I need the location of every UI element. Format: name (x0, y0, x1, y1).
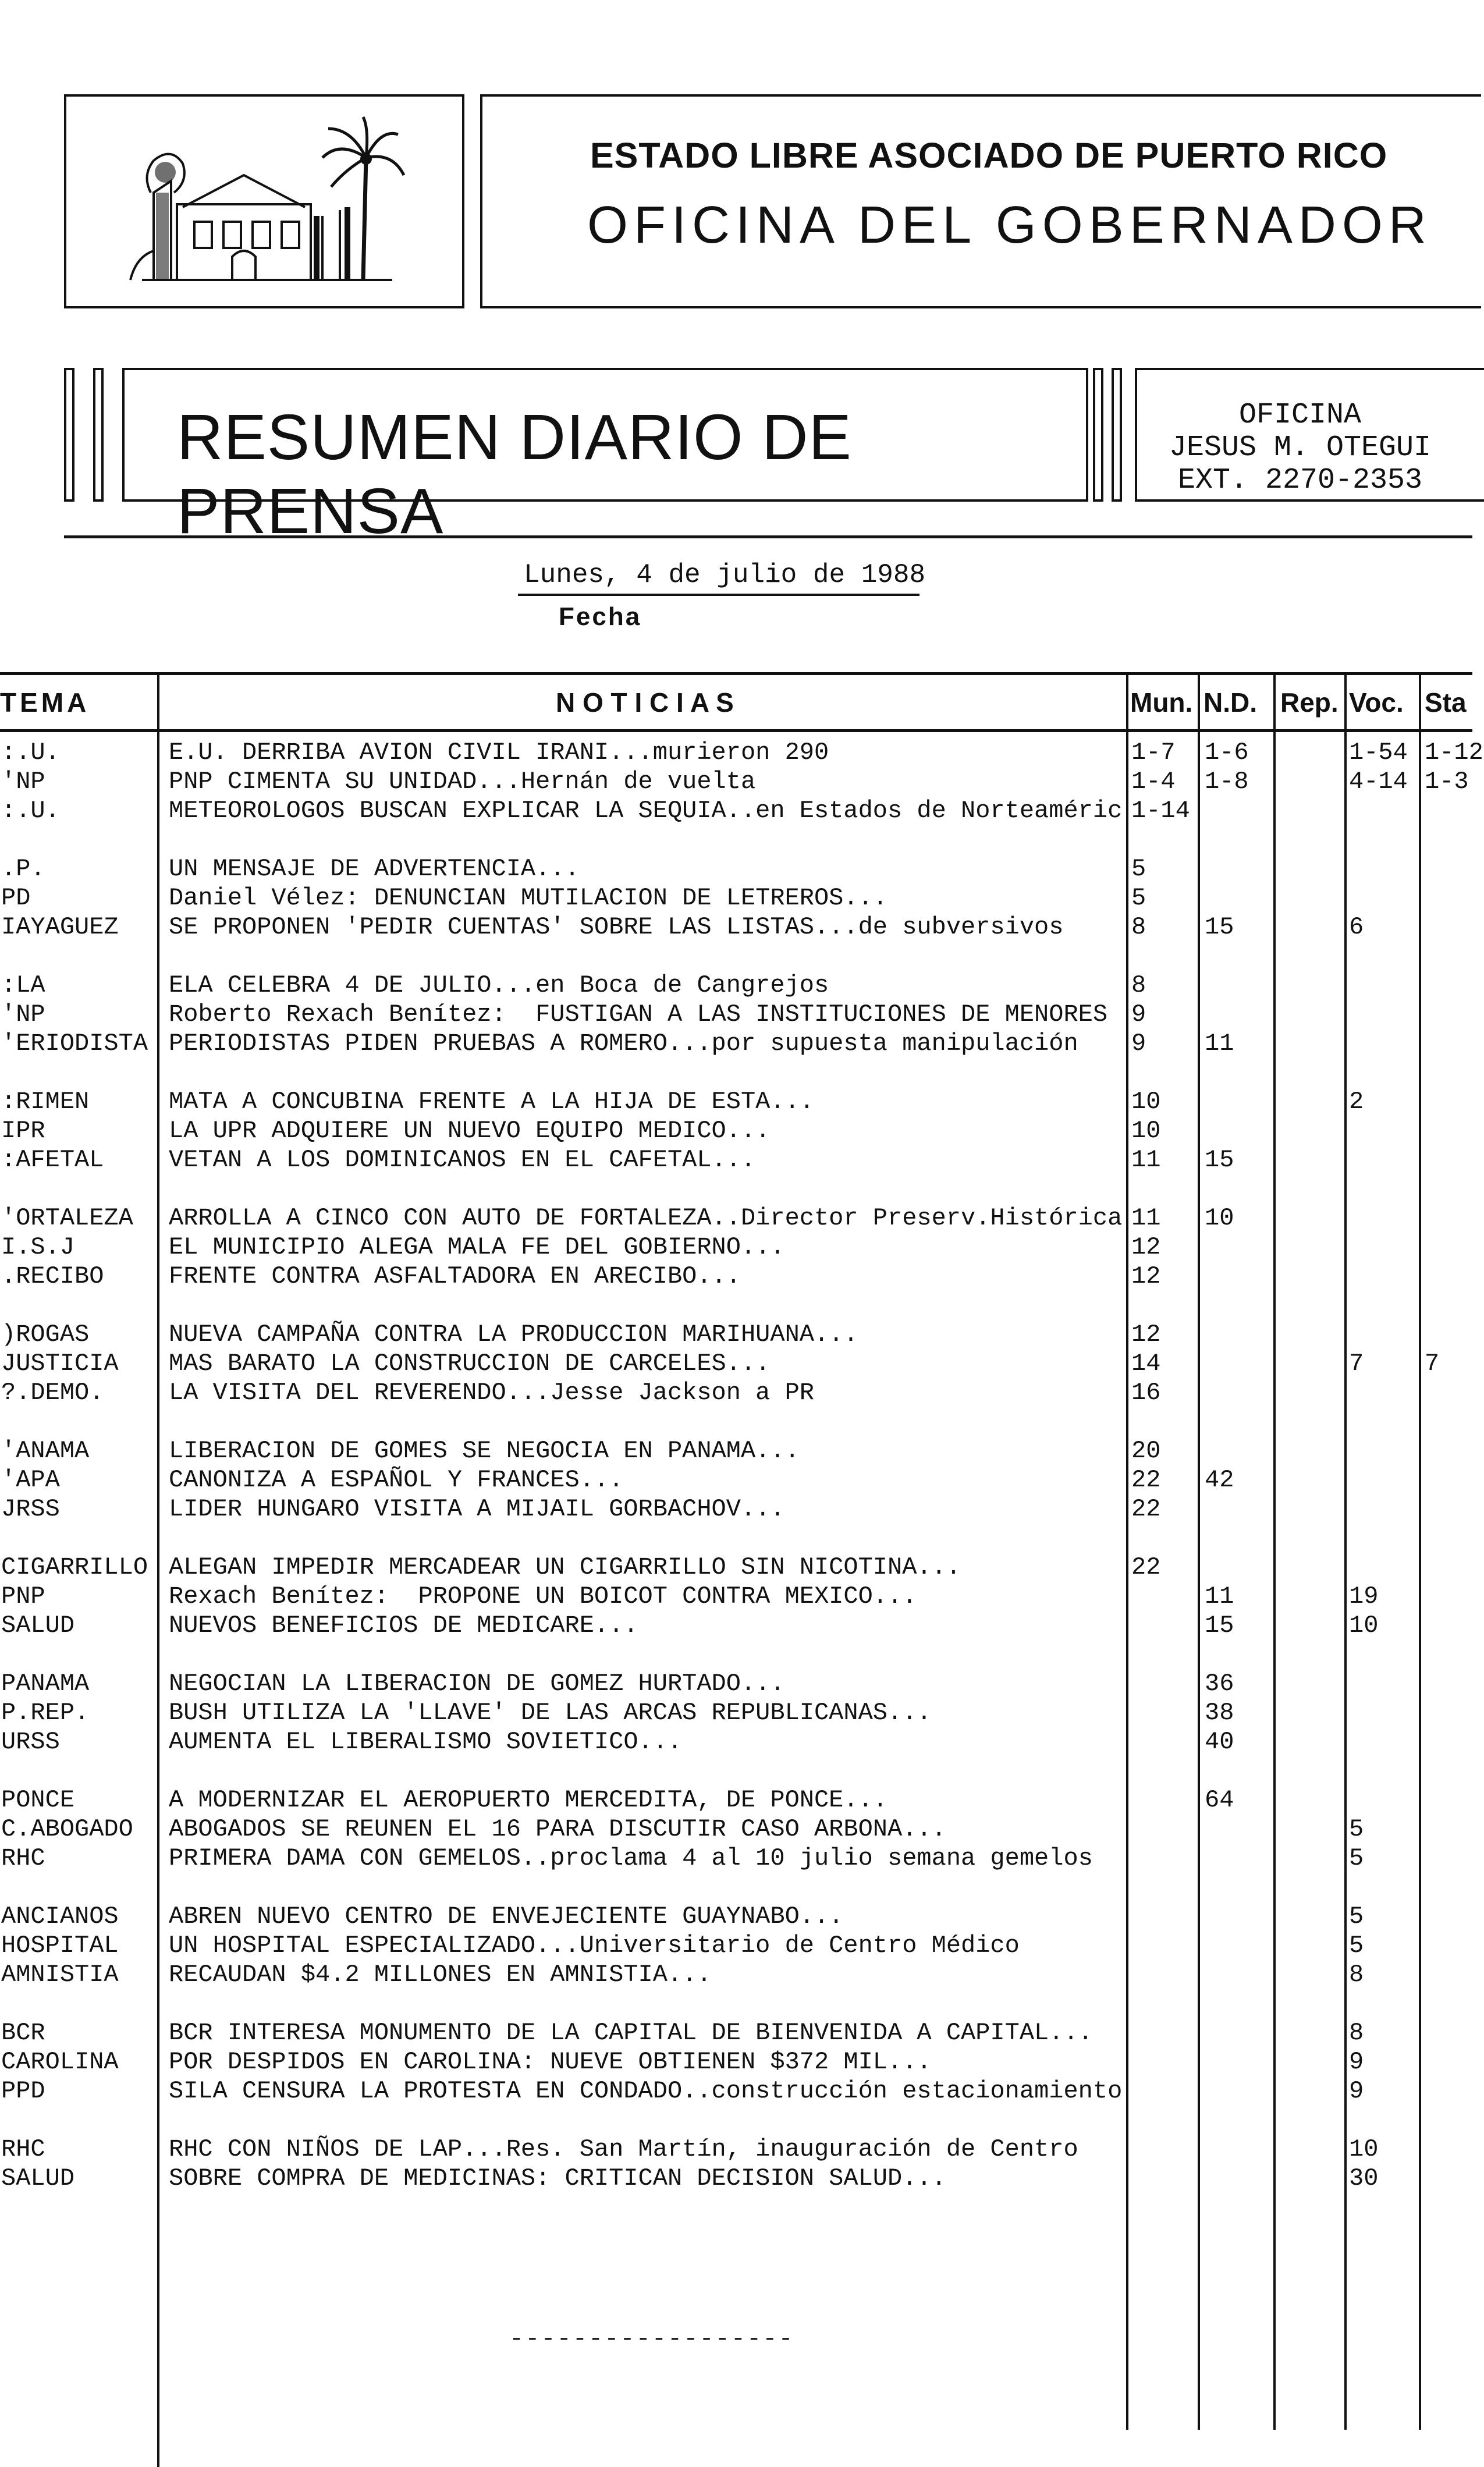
decorative-bar (1112, 368, 1122, 502)
cell-mun: 5 (1131, 855, 1146, 883)
cell-tema: :.U. (1, 739, 60, 766)
cell-noticia: BUSH UTILIZA LA 'LLAVE' DE LAS ARCAS REPUBLICANAS... (169, 1699, 932, 1727)
cell-tema: 'ORTALEZA (1, 1204, 133, 1232)
cell-mun: 11 (1131, 1146, 1161, 1174)
cell-voc: 1-54 (1349, 739, 1408, 766)
table-row (0, 1844, 1472, 1873)
cell-tema: URSS (1, 1728, 60, 1756)
column-header-tema: TEMA (0, 687, 90, 718)
table-row (0, 1553, 1472, 1582)
table-row (0, 1116, 1472, 1145)
cell-mun: 9 (1131, 1030, 1146, 1057)
cell-nd: 11 (1205, 1582, 1234, 1610)
cell-tema: 'NP (1, 768, 45, 796)
table-row (0, 1320, 1472, 1349)
contact-box (1135, 368, 1484, 502)
header-title-box (480, 94, 1481, 308)
cell-tema: CIGARRILLO (1, 1553, 148, 1581)
table-row (0, 1087, 1472, 1116)
table-row (0, 2047, 1472, 2076)
cell-noticia: PNP CIMENTA SU UNIDAD...Hernán de vuelta (169, 768, 756, 796)
cell-noticia: E.U. DERRIBA AVION CIVIL IRANI...murieron 290 (169, 739, 829, 766)
cell-noticia: AUMENTA EL LIBERALISMO SOVIETICO... (169, 1728, 683, 1756)
cell-tema: ?.DEMO. (1, 1379, 104, 1407)
cell-mun: 20 (1131, 1437, 1161, 1465)
cell-mun: 16 (1131, 1379, 1161, 1407)
cell-mun: 8 (1131, 971, 1146, 999)
cell-tema: HOSPITAL (1, 1932, 119, 1960)
cell-noticia: PRIMERA DAMA CON GEMELOS..proclama 4 al 10 julio semana gemelos (169, 1844, 1093, 1872)
column-header-noticias: N O T I C I A S (556, 687, 734, 718)
cell-noticia: RHC CON NIÑOS DE LAP...Res. San Martín, inauguración de Centro (169, 2135, 1078, 2163)
decorative-bar (93, 368, 104, 502)
cell-tema: BCR (1, 2019, 45, 2047)
cell-tema: 'ERIODISTA (1, 1030, 148, 1057)
cell-voc: 9 (1349, 2048, 1364, 2076)
cell-nd: 36 (1205, 1670, 1234, 1698)
cell-tema: PANAMA (1, 1670, 90, 1698)
table-row (0, 2076, 1472, 2106)
table-row (0, 883, 1472, 913)
table-row (0, 971, 1472, 1000)
cell-tema: .P. (1, 855, 45, 883)
cell-tema: RHC (1, 2135, 45, 2163)
cell-tema: PONCE (1, 1786, 75, 1814)
cell-tema: :.U. (1, 797, 60, 825)
table-row (0, 796, 1472, 825)
decorative-bar (1093, 368, 1103, 502)
cell-nd: 42 (1205, 1466, 1234, 1494)
cell-tema: CAROLINA (1, 2048, 119, 2076)
cell-noticia: ARROLLA A CINCO CON AUTO DE FORTALEZA..Director Preserv.Histórica (169, 1204, 1123, 1232)
cell-nd: 1-6 (1205, 739, 1249, 766)
cell-tema: :AFETAL (1, 1146, 104, 1174)
table-row (0, 1931, 1472, 1960)
table-row (0, 1611, 1472, 1640)
table-row (0, 1786, 1472, 1815)
cell-mun: 11 (1131, 1204, 1161, 1232)
table-row (0, 2164, 1472, 2193)
cell-noticia: EL MUNICIPIO ALEGA MALA FE DEL GOBIERNO... (169, 1233, 785, 1261)
table-row (0, 2018, 1472, 2047)
cell-tema: IPR (1, 1117, 45, 1145)
cell-noticia: NUEVA CAMPAÑA CONTRA LA PRODUCCION MARIHUANA... (169, 1321, 858, 1348)
cell-tema: PNP (1, 1582, 45, 1610)
mansion-illustration (119, 105, 410, 297)
cell-mun: 5 (1131, 884, 1146, 912)
table-row (0, 1000, 1472, 1029)
cell-noticia: ELA CELEBRA 4 DE JULIO...en Boca de Cangrejos (169, 971, 829, 999)
cell-tema: JRSS (1, 1495, 60, 1523)
table-row (0, 1233, 1472, 1262)
cell-sta: 1-12 (1425, 739, 1483, 766)
table-row (0, 1669, 1472, 1698)
cell-voc: 19 (1349, 1582, 1379, 1610)
cell-noticia: LA UPR ADQUIERE UN NUEVO EQUIPO MEDICO... (169, 1117, 771, 1145)
cell-tema: IAYAGUEZ (1, 913, 119, 941)
table-row (0, 1698, 1472, 1727)
cell-noticia: Roberto Rexach Benítez: FUSTIGAN A LAS INSTITUCIONES DE MENORES (169, 1000, 1108, 1028)
table-row (0, 913, 1472, 942)
cell-mun: 14 (1131, 1350, 1161, 1378)
cell-voc: 5 (1349, 1844, 1364, 1872)
cell-tema: AMNISTIA (1, 1961, 119, 1989)
cell-tema: :LA (1, 971, 45, 999)
cell-nd: 40 (1205, 1728, 1234, 1756)
cell-mun: 22 (1131, 1466, 1161, 1494)
cell-noticia: SILA CENSURA LA PROTESTA EN CONDADO..construcción estacionamiento (169, 2077, 1123, 2105)
cell-voc: 9 (1349, 2077, 1364, 2105)
cell-noticia: LIBERACION DE GOMES SE NEGOCIA EN PANAMA... (169, 1437, 800, 1465)
cell-mun: 12 (1131, 1262, 1161, 1290)
cell-mun: 10 (1131, 1088, 1161, 1116)
document-title-box (122, 368, 1088, 547)
cell-tema: )ROGAS (1, 1321, 90, 1348)
cell-noticia: VETAN A LOS DOMINICANOS EN EL CAFETAL... (169, 1146, 756, 1174)
cell-voc: 5 (1349, 1902, 1364, 1930)
table-row (0, 738, 1483, 767)
cell-tema: ANCIANOS (1, 1902, 119, 1930)
cell-tema: .RECIBO (1, 1262, 104, 1290)
cell-mun: 22 (1131, 1495, 1161, 1523)
state-name: ESTADO LIBRE ASOCIADO DE PUERTO RICO (590, 136, 1388, 175)
cell-voc: 8 (1349, 1961, 1364, 1989)
cell-tema: 'APA (1, 1466, 60, 1494)
cell-noticia: CANONIZA A ESPAÑOL Y FRANCES... (169, 1466, 624, 1494)
cell-noticia: SE PROPONEN 'PEDIR CUENTAS' SOBRE LAS LISTAS...de subversivos (169, 913, 1064, 941)
cell-voc: 5 (1349, 1932, 1364, 1960)
end-separator: ------------------ (509, 2325, 794, 2353)
table-row (0, 1960, 1472, 1989)
cell-nd: 15 (1205, 1611, 1234, 1639)
cell-mun: 10 (1131, 1117, 1161, 1145)
table-row (0, 1029, 1472, 1058)
column-header-nd: N.D. (1203, 687, 1257, 718)
cell-noticia: A MODERNIZAR EL AEROPUERTO MERCEDITA, DE PONCE... (169, 1786, 888, 1814)
cell-noticia: ABREN NUEVO CENTRO DE ENVEJECIENTE GUAYNABO... (169, 1902, 844, 1930)
cell-noticia: MATA A CONCUBINA FRENTE A LA HIJA DE ESTA... (169, 1088, 814, 1116)
cell-voc: 30 (1349, 2164, 1379, 2192)
decorative-bar (64, 368, 74, 502)
cell-tema: C.ABOGADO (1, 1815, 133, 1843)
cell-voc: 4-14 (1349, 768, 1408, 796)
cell-nd: 64 (1205, 1786, 1234, 1814)
table-header-rule (0, 729, 1472, 732)
cell-mun: 1-14 (1131, 797, 1190, 825)
cell-voc: 10 (1349, 1611, 1379, 1639)
cell-mun: 22 (1131, 1553, 1161, 1581)
document-title: RESUMEN DIARIO DE PRENSA (177, 402, 852, 547)
cell-tema: P.REP. (1, 1699, 90, 1727)
table-row (0, 1204, 1472, 1233)
office-name: OFICINA DEL GOBERNADOR (587, 196, 1432, 254)
column-header-sta: Sta (1425, 687, 1467, 718)
date-underline (518, 594, 919, 596)
cell-noticia: BCR INTERESA MONUMENTO DE LA CAPITAL DE BIENVENIDA A CAPITAL... (169, 2019, 1093, 2047)
cell-noticia: MAS BARATO LA CONSTRUCCION DE CARCELES... (169, 1350, 771, 1378)
cell-tema: 'ANAMA (1, 1437, 90, 1465)
table-row (0, 1902, 1472, 1931)
table-row (0, 1727, 1472, 1756)
cell-tema: SALUD (1, 1611, 75, 1639)
table-row (0, 854, 1472, 883)
cell-noticia: NEGOCIAN LA LIBERACION DE GOMEZ HURTADO... (169, 1670, 785, 1698)
cell-noticia: LA VISITA DEL REVERENDO...Jesse Jackson a PR (169, 1379, 814, 1407)
cell-tema: 'NP (1, 1000, 45, 1028)
table-row (0, 1495, 1472, 1524)
cell-nd: 15 (1205, 913, 1234, 941)
table-row (0, 1465, 1472, 1495)
cell-nd: 10 (1205, 1204, 1234, 1232)
cell-voc: 5 (1349, 1815, 1364, 1843)
cell-nd: 15 (1205, 1146, 1234, 1174)
cell-noticia: ABOGADOS SE REUNEN EL 16 PARA DISCUTIR CASO ARBONA... (169, 1815, 946, 1843)
table-row (0, 1815, 1472, 1844)
cell-voc: 7 (1349, 1350, 1364, 1378)
table-row (0, 1262, 1472, 1291)
cell-mun: 8 (1131, 913, 1146, 941)
cell-mun: 9 (1131, 1000, 1146, 1028)
cell-noticia: PERIODISTAS PIDEN PRUEBAS A ROMERO...por supuesta manipulación (169, 1030, 1078, 1057)
table-row (0, 1145, 1472, 1174)
cell-tema: PD (1, 884, 31, 912)
cell-noticia: METEOROLOGOS BUSCAN EXPLICAR LA SEQUIA..en Estados de Norteaméric (169, 797, 1123, 825)
cell-noticia: Rexach Benítez: PROPONE UN BOICOT CONTRA MEXICO... (169, 1582, 917, 1610)
table-row (0, 1582, 1472, 1611)
cell-noticia: SOBRE COMPRA DE MEDICINAS: CRITICAN DECISION SALUD... (169, 2164, 946, 2192)
table-row (0, 767, 1472, 796)
cell-noticia: UN HOSPITAL ESPECIALIZADO...Universitario de Centro Médico (169, 1932, 1020, 1960)
column-header-rep: Rep. (1280, 687, 1339, 718)
header-divider (64, 535, 1472, 538)
cell-noticia: POR DESPIDOS EN CAROLINA: NUEVE OBTIENEN $372 MIL... (169, 2048, 932, 2076)
table-top-rule (0, 672, 1472, 675)
table-row (0, 2135, 1472, 2164)
cell-sta: 7 (1425, 1350, 1440, 1378)
cell-noticia: Daniel Vélez: DENUNCIAN MUTILACION DE LETREROS... (169, 884, 888, 912)
contact-office: OFICINA (1238, 399, 1362, 432)
cell-noticia: FRENTE CONTRA ASFALTADORA EN ARECIBO... (169, 1262, 741, 1290)
governor-mansion-logo (64, 94, 464, 308)
cell-tema: SALUD (1, 2164, 75, 2192)
date-label: Fecha (559, 602, 642, 631)
cell-tema: RHC (1, 1844, 45, 1872)
report-date: Lunes, 4 de julio de 1988 (524, 560, 926, 590)
cell-noticia: ALEGAN IMPEDIR MERCADEAR UN CIGARRILLO SIN NICOTINA... (169, 1553, 961, 1581)
contact-extension: EXT. 2270-2353 (1177, 464, 1423, 497)
cell-sta: 1-3 (1425, 768, 1469, 796)
cell-nd: 1-8 (1205, 768, 1249, 796)
column-header-voc: Voc. (1349, 687, 1404, 718)
cell-noticia: UN MENSAJE DE ADVERTENCIA... (169, 855, 580, 883)
contact-name: JESUS M. OTEGUI (1169, 431, 1432, 464)
cell-nd: 11 (1205, 1030, 1234, 1057)
cell-nd: 38 (1205, 1699, 1234, 1727)
table-row (0, 1436, 1472, 1465)
cell-voc: 8 (1349, 2019, 1364, 2047)
cell-mun: 12 (1131, 1233, 1161, 1261)
cell-tema: I.S.J (1, 1233, 75, 1261)
cell-mun: 12 (1131, 1321, 1161, 1348)
cell-noticia: RECAUDAN $4.2 MILLONES EN AMNISTIA... (169, 1961, 712, 1989)
table-row (0, 1349, 1472, 1378)
cell-voc: 10 (1349, 2135, 1379, 2163)
cell-mun: 1-7 (1131, 739, 1176, 766)
cell-noticia: NUEVOS BENEFICIOS DE MEDICARE... (169, 1611, 638, 1639)
cell-tema: JUSTICIA (1, 1350, 119, 1378)
cell-mun: 1-4 (1131, 768, 1176, 796)
cell-voc: 6 (1349, 913, 1364, 941)
cell-noticia: LIDER HUNGARO VISITA A MIJAIL GORBACHOV... (169, 1495, 785, 1523)
column-header-mun: Mun. (1130, 687, 1193, 718)
cell-tema: PPD (1, 2077, 45, 2105)
cell-tema: :RIMEN (1, 1088, 90, 1116)
table-row (0, 1378, 1472, 1407)
cell-voc: 2 (1349, 1088, 1364, 1116)
